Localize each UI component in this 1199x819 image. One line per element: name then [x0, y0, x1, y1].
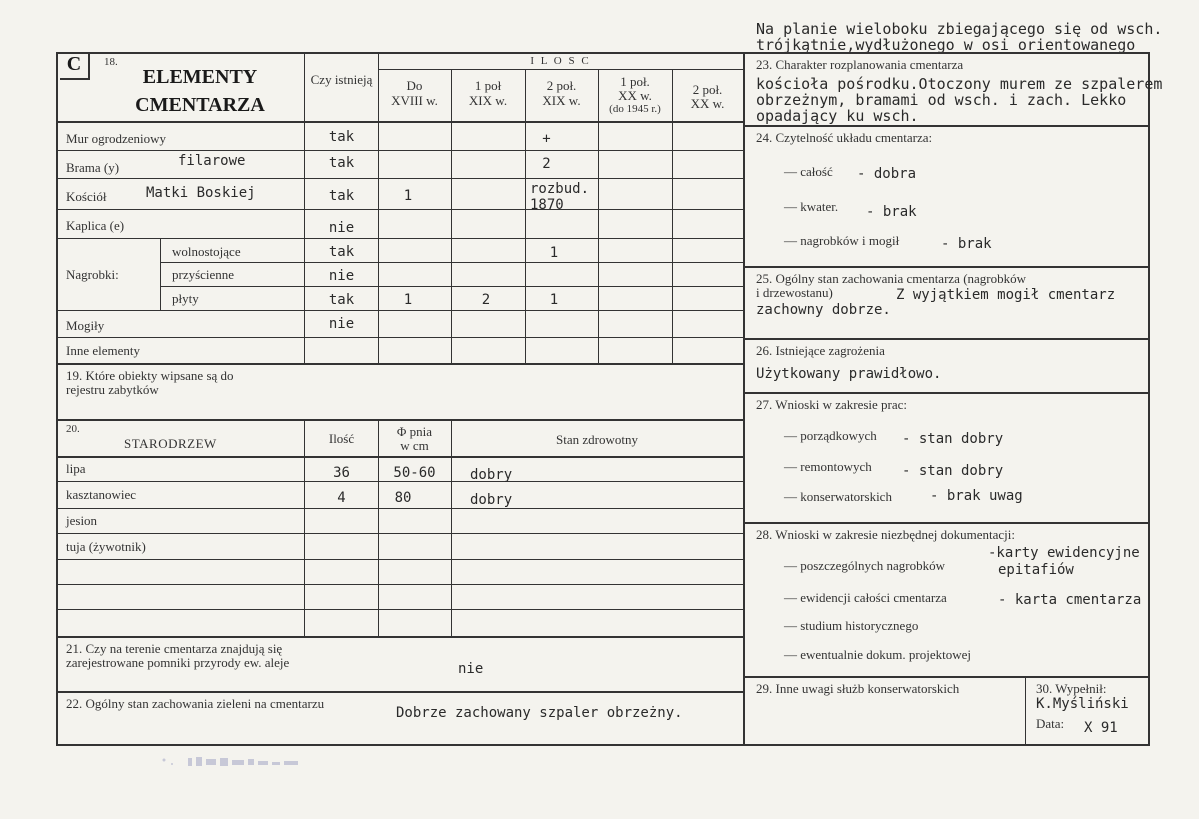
s20-pien-l1: Φ pnia — [396, 424, 433, 439]
s25-label1: 25. Ogólny stan zachowania cmentarza (nagrobków — [756, 271, 1027, 286]
nagrobki-divider — [160, 238, 161, 310]
s27-item-value: - stan dobry — [902, 463, 1004, 479]
detail-kosciol: Matki Boskiej — [146, 185, 256, 201]
s20-stan: Stan zdrowotny — [556, 432, 638, 447]
s20-title: STARODRZEW — [124, 436, 217, 451]
s23-bottom — [743, 125, 1150, 127]
s19-line1: 19. Które obiekty wipsane są do — [66, 368, 234, 383]
s20-ilosc: Ilość — [328, 431, 355, 446]
exists-kaplica: nie — [328, 220, 355, 236]
s29-label: 29. Inne uwagi służb konserwatorskich — [756, 681, 960, 696]
row-line — [56, 150, 744, 151]
c1-plyty: 1 — [403, 292, 413, 308]
s23-l2: obrzeżnym, bramami od wsch. i zach. Lekko — [756, 91, 1127, 109]
c3b-kosciol: 1870 — [530, 197, 564, 213]
section21-bottom — [56, 691, 744, 693]
col3-l2: XIX w. — [542, 93, 581, 108]
s20-pien-l2: w cm — [400, 438, 429, 453]
s26-label: 26. Istniejące zagrożenia — [756, 343, 885, 358]
s24-item-label: — nagrobków i mogił — [784, 233, 900, 248]
s25-v2: zachowny dobrze. — [756, 302, 891, 318]
s24-bottom — [743, 266, 1150, 268]
header-ilosc: I L O S C — [530, 55, 591, 67]
faded-stamp — [158, 752, 308, 772]
top-note-line1: Na planie wieloboku zbiegającego się od wsch. — [756, 20, 1163, 38]
col3-l1: 2 poł. — [546, 78, 577, 93]
s20-row-line — [56, 609, 744, 610]
row-label-kosciol: Kościół — [66, 189, 107, 204]
s20-row-line — [56, 584, 744, 585]
detail-brama: filarowe — [178, 153, 246, 169]
col-line-5 — [672, 70, 673, 364]
nagrobki-wolnostojace: wolnostojące — [172, 244, 241, 259]
s27-item-value: - brak uwag — [930, 488, 1023, 504]
col-line-2 — [451, 70, 452, 364]
s21-line2: zarejestrowane pomniki przyrody ew. aleje — [66, 655, 290, 670]
col-line-3 — [525, 70, 526, 364]
top-note-line2: trójkątnie,wydłużonego w osi orientowanego — [756, 36, 1136, 54]
section19-bottom — [56, 419, 744, 421]
s20-row-name: tuja (żywotnik) — [66, 539, 146, 554]
title-line2: CMENTARZA — [135, 94, 265, 116]
ilosc-underline — [378, 69, 743, 70]
s30-data-label: Data: — [1036, 716, 1065, 731]
s20-row-dia: 50-60 — [393, 465, 436, 481]
s20-col-line — [451, 421, 452, 636]
row-line — [56, 310, 744, 311]
s20-row-name: kasztanowiec — [66, 487, 137, 502]
s20-row-name: lipa — [66, 461, 86, 476]
row-line — [160, 262, 744, 263]
s26-value: Użytkowany prawidłowo. — [756, 366, 942, 382]
nagrobki-label: Nagrobki: — [66, 267, 119, 282]
s22-label: 22. Ogólny stan zachowania zieleni na cmentarzu — [66, 696, 325, 711]
s20-row-stan: dobry — [470, 467, 513, 483]
s28-item-label: — studium historycznego — [784, 618, 919, 633]
frame-middle — [743, 52, 745, 746]
col4-l2: XX w. — [618, 88, 652, 103]
s25-bottom — [743, 338, 1150, 340]
s24-item-value: - dobra — [857, 166, 917, 182]
col2-l1: 1 poł — [474, 78, 502, 93]
exists-przyscienne: nie — [328, 268, 355, 284]
exists-mur: tak — [328, 129, 355, 145]
exists-plyty: tak — [328, 292, 355, 308]
exists-brama: tak — [328, 155, 355, 171]
header-czy-istnieja: Czy istnieją — [310, 72, 373, 87]
c1-kosciol: 1 — [403, 188, 413, 204]
exists-kosciol: tak — [328, 188, 355, 204]
col1-l1: Do — [406, 78, 423, 93]
nagrobki-przyscienne: przyścienne — [172, 267, 235, 282]
section-letter: C — [60, 52, 90, 80]
c3-plyty: 1 — [549, 292, 559, 308]
row-label-kaplica: Kaplica (e) — [66, 218, 125, 233]
s27-item-label: — porządkowych — [784, 428, 877, 443]
s23-label: 23. Charakter rozplanowania cmentarza — [756, 57, 964, 72]
frame-right — [1148, 52, 1150, 746]
col2-l2: XIX w. — [468, 93, 508, 108]
row-label-inne: Inne elementy — [66, 343, 140, 358]
s28-item-label: — poszczególnych nagrobków — [784, 558, 946, 573]
exists-mogily: nie — [328, 316, 355, 332]
s28-item-v1: -karty ewidencyjne — [988, 545, 1140, 561]
s28-item-v2: epitafiów — [998, 562, 1074, 578]
s20-row-qty: 4 — [337, 490, 346, 506]
section-number: 18. — [104, 56, 118, 68]
row-label-brama: Brama (y) — [66, 160, 120, 175]
section18-bottom — [56, 363, 744, 365]
s25-label2: i drzewostanu) — [756, 285, 833, 300]
col1-l2: XVIII w. — [391, 93, 438, 108]
frame-bottom — [56, 744, 1150, 746]
row-line — [56, 337, 744, 338]
row-line — [160, 286, 744, 287]
s28-item-v1: - karta cmentarza — [998, 592, 1142, 608]
s20-row-line — [56, 533, 744, 534]
s21-value: nie — [458, 661, 484, 677]
s20-row-name: jesion — [66, 513, 98, 528]
s20-num: 20. — [66, 423, 80, 435]
s27-item-value: - stan dobry — [902, 431, 1004, 447]
s23-l1: kościoła pośrodku.Otoczony murem ze szpalerem — [756, 75, 1163, 93]
col4-l3: (do 1945 r.) — [609, 103, 661, 115]
s20-row-dia: 80 — [394, 490, 412, 506]
s28-label: 28. Wnioski w zakresie niezbędnej dokumentacji: — [756, 527, 1015, 542]
s24-label: 24. Czytelność układu cmentarza: — [756, 130, 933, 145]
s30-label: 30. Wypełnił: — [1036, 681, 1107, 696]
s23-l3: opadający ku wsch. — [756, 107, 919, 125]
s20-row-stan: dobry — [470, 492, 513, 508]
s24-item-label: — kwater. — [784, 199, 839, 214]
s25-v1: Z wyjątkiem mogił cmentarz — [896, 287, 1116, 303]
col4-l1: 1 poł. — [620, 74, 650, 89]
col5-l1: 2 poł. — [692, 82, 723, 97]
s20-row-line — [56, 481, 744, 482]
c3-mur: + — [542, 131, 551, 147]
s20-col-line — [378, 421, 379, 636]
s30-date: X 91 — [1084, 720, 1118, 736]
s27-item-label: — konserwatorskich — [784, 489, 892, 504]
s28-bottom — [743, 676, 1150, 678]
c2-plyty: 2 — [481, 292, 491, 308]
nagrobki-plyty: płyty — [172, 291, 199, 306]
s20-row-line — [56, 559, 744, 560]
c3-brama: 2 — [542, 156, 551, 172]
s26-bottom — [743, 392, 1150, 394]
frame-left — [56, 52, 58, 746]
c3-kosciol: rozbud. — [530, 181, 590, 197]
row-line — [56, 178, 744, 179]
title-line1: ELEMENTY — [142, 66, 258, 88]
s21-line1: 21. Czy na terenie cmentarza znajdują się — [66, 641, 283, 656]
exists-wolnostojace: tak — [328, 244, 355, 260]
col5-l2: XX w. — [690, 96, 725, 111]
s24-item-label: — całość — [784, 164, 833, 179]
s24-item-value: - brak — [866, 204, 917, 220]
row-label-mur: Mur ogrodzeniowy — [66, 131, 167, 146]
row-label-mogily: Mogiły — [66, 318, 105, 333]
c3-wolnostojace: 1 — [549, 245, 559, 261]
section20-bottom — [56, 636, 744, 638]
s28-item-label: — ewidencji całości cmentarza — [784, 590, 947, 605]
s22-value: Dobrze zachowany szpaler obrzeżny. — [396, 705, 683, 721]
s27-item-label: — remontowych — [784, 459, 872, 474]
frame-top — [56, 52, 1150, 54]
s24-item-value: - brak — [941, 236, 992, 252]
s20-col-line — [304, 421, 305, 636]
s19-line2: rejestru zabytków — [66, 382, 159, 397]
s27-bottom — [743, 522, 1150, 524]
s28-item-label: — ewentualnie dokum. projektowej — [784, 647, 972, 662]
s20-row-line — [56, 508, 744, 509]
s20-header-line — [56, 456, 744, 458]
s27-label: 27. Wnioski w zakresie prac: — [756, 397, 908, 412]
s20-row-qty: 36 — [333, 465, 350, 481]
s30-name: K.Myśliński — [1036, 696, 1129, 712]
row-line — [56, 209, 744, 210]
s29-s30-divider — [1025, 676, 1026, 746]
header-bottom-line — [56, 121, 744, 123]
